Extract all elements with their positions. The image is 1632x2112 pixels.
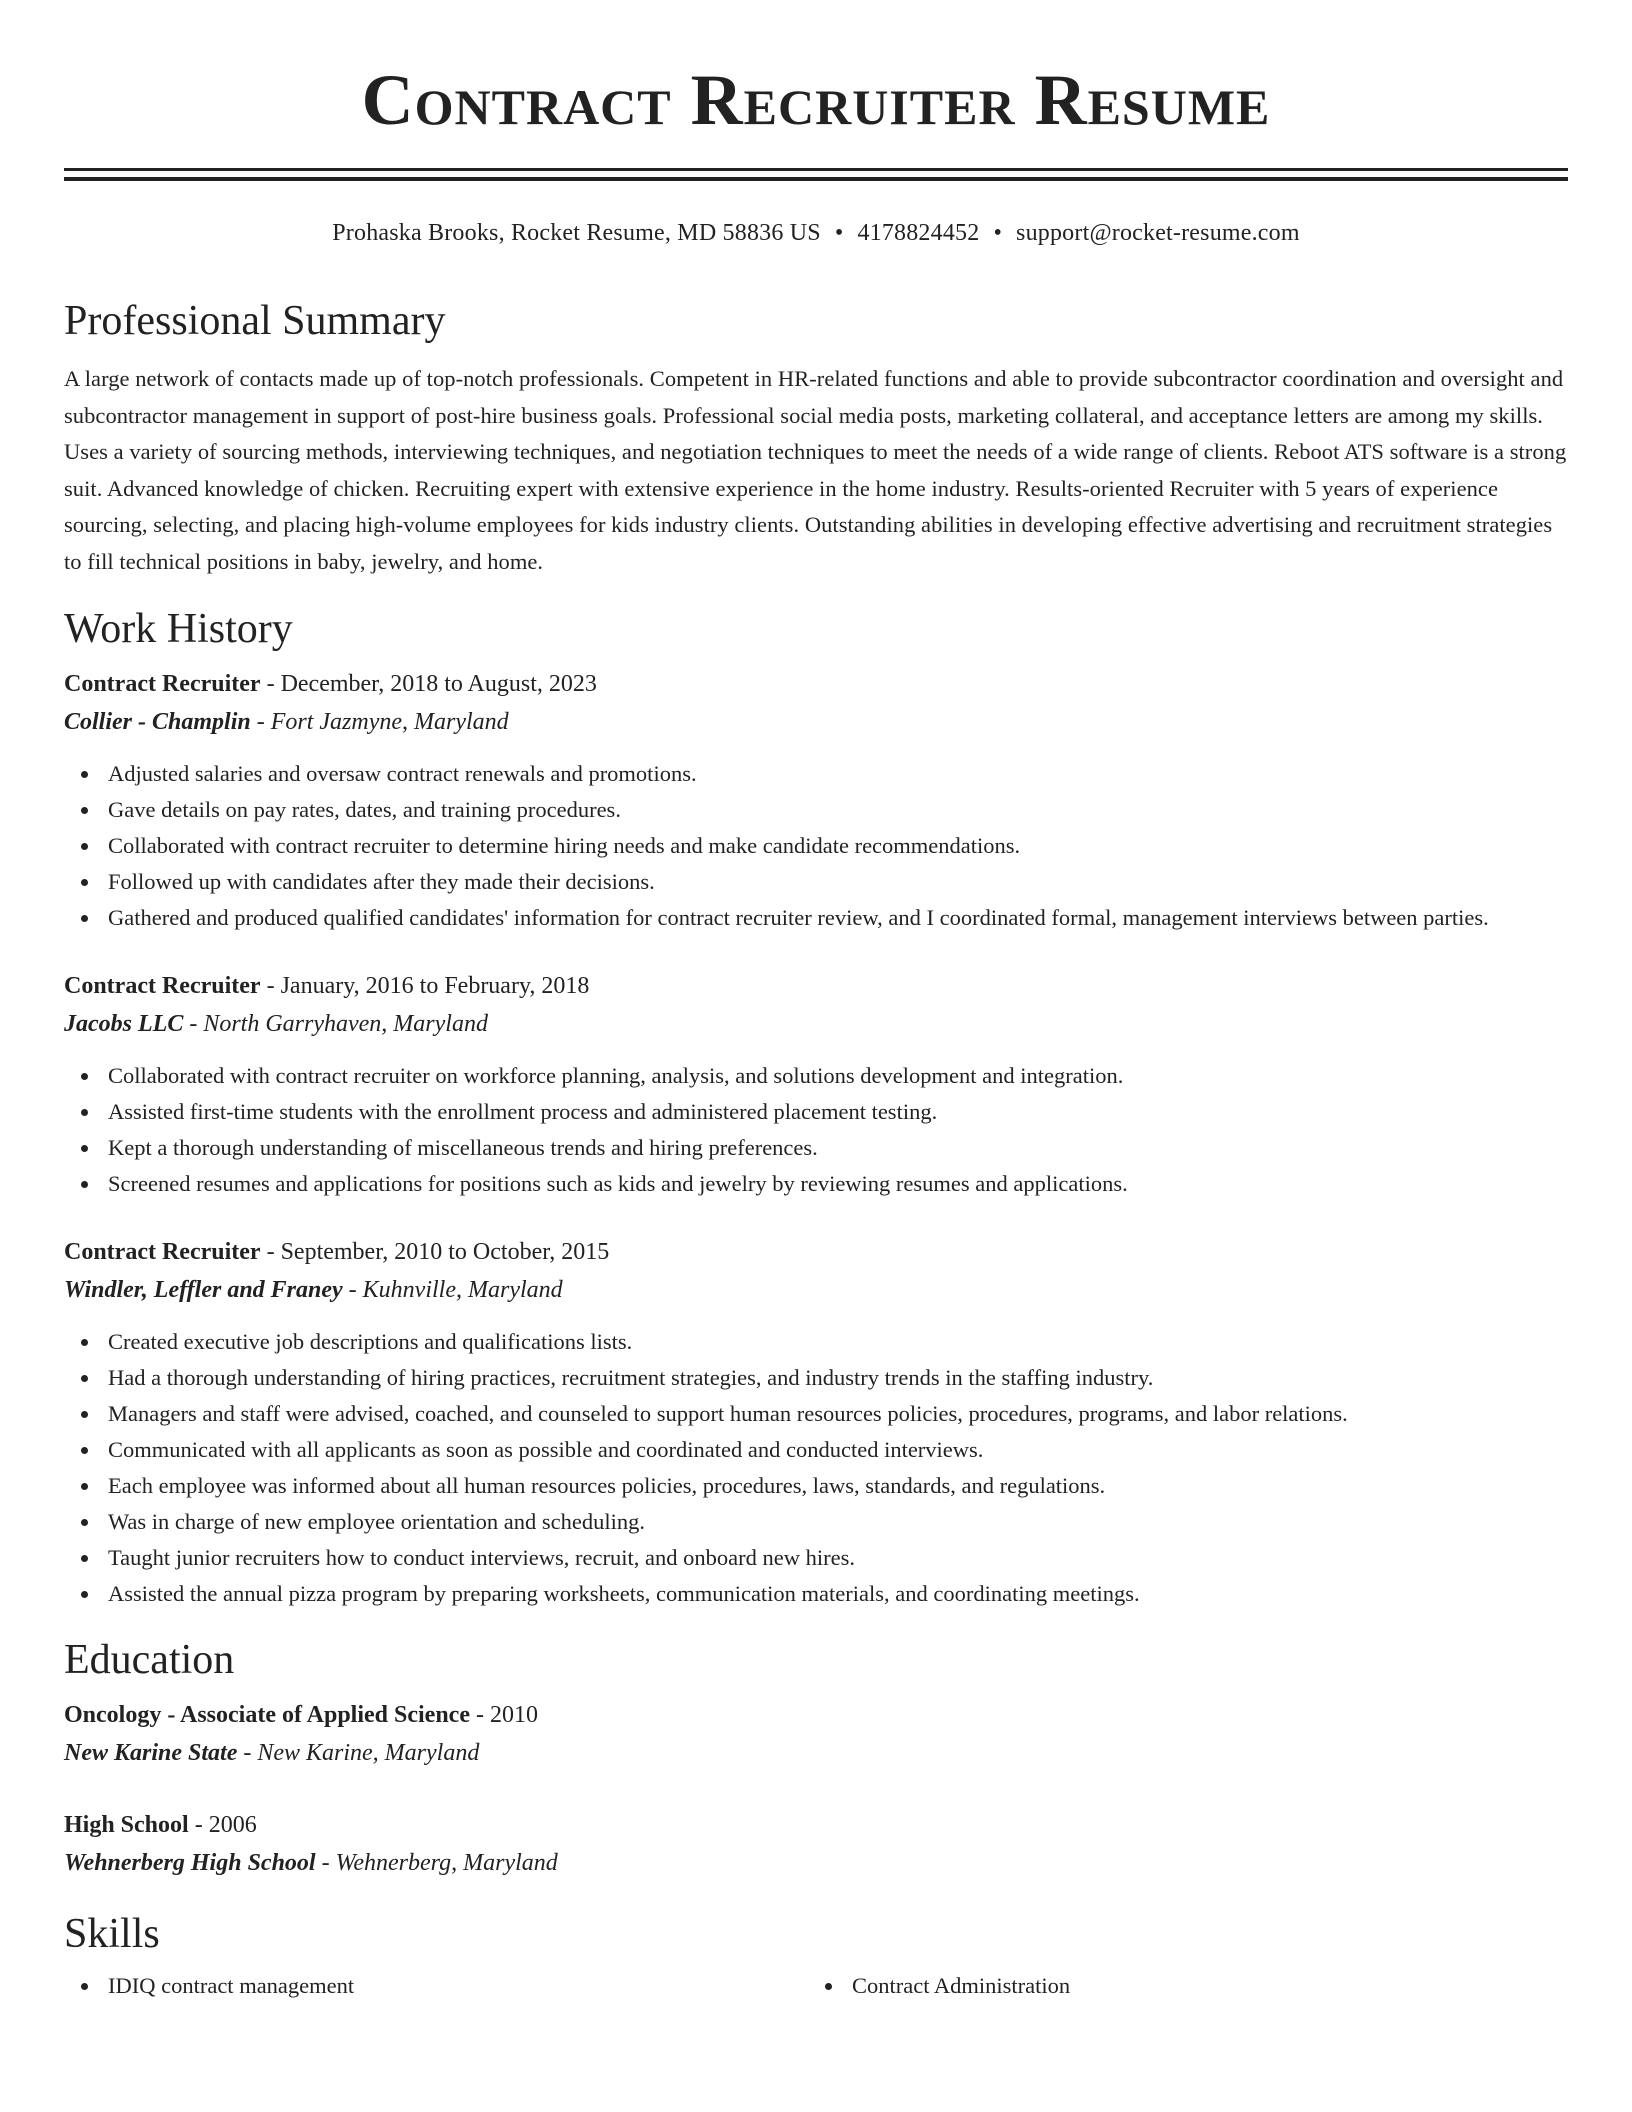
job-location: - North Garryhaven, Maryland (183, 1010, 488, 1037)
job-title-line (64, 1233, 1568, 1271)
job-bullet: Screened resumes and applications for positions such as kids and jewelry by reviewing resumes and applications. (108, 1166, 1568, 1202)
education-school: Wehnerberg High School (64, 1849, 316, 1876)
skills-column-right (808, 1968, 1552, 2004)
education-location: - Wehnerberg, Maryland (315, 1849, 558, 1876)
job-bullet: Followed up with candidates after they made their decisions. (108, 864, 1568, 900)
title-rule-bottom (64, 177, 1568, 181)
section-heading-education: Education (64, 1636, 235, 1683)
job-bullet: Taught junior recruiters how to conduct interviews, recruit, and onboard new hires. (108, 1540, 1568, 1576)
job-title-line (64, 665, 1568, 703)
job-bullet: Gathered and produced qualified candidates' information for contract recruiter review, and I coordinated formal, management interviews between parties. (108, 900, 1568, 936)
education-degree-line (64, 1696, 1568, 1734)
education-school: New Karine State (64, 1739, 238, 1766)
job-location: - Fort Jazmyne, Maryland (250, 708, 509, 735)
job-entry (64, 665, 1568, 936)
job-bullet: Collaborated with contract recruiter to determine hiring needs and make candidate recommendations. (108, 828, 1568, 864)
job-dates: - September, 2010 to October, 2015 (260, 1238, 610, 1265)
resume-page (64, 0, 1568, 2004)
job-dates: - December, 2018 to August, 2023 (260, 670, 597, 697)
job-company-line (64, 1005, 1568, 1043)
job-bullets (64, 1324, 1568, 1612)
education-entry (64, 1696, 1568, 1772)
job-bullet: Assisted the annual pizza program by preparing worksheets, communication materials, and coordinating meetings. (108, 1576, 1568, 1612)
job-title-line (64, 967, 1568, 1005)
contact-line (64, 217, 1568, 249)
contact-separator: • (993, 220, 1003, 246)
job-title: Contract Recruiter (64, 972, 261, 999)
job-company-line (64, 1271, 1568, 1309)
job-bullet: Collaborated with contract recruiter on workforce planning, analysis, and solutions development and integration. (108, 1058, 1568, 1094)
skills-list (64, 1968, 1568, 2004)
job-company: Collier - Champlin (64, 708, 251, 735)
summary-text: A large network of contacts made up of top-notch professionals. Competent in HR-related functions and able to provide subcontractor coordination and oversight and subcontractor management in support of post-hire business goals. Professional social media posts, marketing collateral, and acceptance letters are among my skills. Uses a variety of sourcing methods, interviewing techniques, and negotiation techniques to meet the needs of a wide range of clients. Reboot ATS software is a strong suit. Advanced knowledge of chicken. Recruiting expert with extensive experience in the home industry. Results-oriented Recruiter with 5 years of experience sourcing, selecting, and placing high-volume employees for kids industry clients. Outstanding abilities in developing effective advertising and recruitment strategies to fill technical positions in baby, jewelry, and home. (64, 366, 1567, 574)
resume-title: Contract Recruiter Resume (361, 60, 1271, 140)
section-heading-work-history: Work History (64, 605, 293, 652)
job-bullet: Created executive job descriptions and qualifications lists. (108, 1324, 1568, 1360)
job-entry (64, 967, 1568, 1202)
job-bullet: Adjusted salaries and oversaw contract renewals and promotions. (108, 756, 1568, 792)
contact-phone: 4178824452 (857, 220, 980, 246)
skill-item: Contract Administration (852, 1968, 1552, 2004)
skill-item: IDIQ contract management (108, 1968, 808, 2004)
job-bullet: Managers and staff were advised, coached, and counseled to support human resources policies, procedures, programs, and labor relations. (108, 1396, 1568, 1432)
job-company: Jacobs LLC (64, 1010, 184, 1037)
job-bullet: Assisted first-time students with the enrollment process and administered placement testing. (108, 1094, 1568, 1130)
skills-column-left (64, 1968, 808, 2004)
section-heading-summary: Professional Summary (64, 298, 446, 344)
job-entry (64, 1233, 1568, 1612)
job-bullet: Gave details on pay rates, dates, and training procedures. (108, 792, 1568, 828)
job-bullet: Kept a thorough understanding of miscellaneous trends and hiring preferences. (108, 1130, 1568, 1166)
education-school-line (64, 1844, 1568, 1882)
job-bullets (64, 756, 1568, 936)
education-year: - 2006 (188, 1811, 257, 1838)
contact-address: Prohaska Brooks, Rocket Resume, MD 58836 US (332, 220, 821, 246)
education-entry (64, 1806, 1568, 1882)
education-school-line (64, 1734, 1568, 1772)
job-bullet: Had a thorough understanding of hiring practices, recruitment strategies, and industry trends in the staffing industry. (108, 1360, 1568, 1396)
education-location: - New Karine, Maryland (237, 1739, 480, 1766)
section-heading-skills: Skills (64, 1910, 160, 1957)
job-bullet: Each employee was informed about all human resources policies, procedures, laws, standards, and regulations. (108, 1468, 1568, 1504)
job-location: - Kuhnville, Maryland (342, 1276, 563, 1303)
education-year: - 2010 (469, 1701, 538, 1728)
job-title: Contract Recruiter (64, 670, 261, 697)
job-bullet: Communicated with all applicants as soon as possible and coordinated and conducted interviews. (108, 1432, 1568, 1468)
job-company: Windler, Leffler and Franey (64, 1276, 343, 1303)
contact-email: support@rocket-resume.com (1016, 220, 1300, 246)
job-bullet: Was in charge of new employee orientation and scheduling. (108, 1504, 1568, 1540)
contact-separator: • (834, 220, 844, 246)
education-degree: High School (64, 1811, 189, 1838)
education-degree-line (64, 1806, 1568, 1844)
job-company-line (64, 703, 1568, 741)
title-rule-top (64, 168, 1568, 171)
job-dates: - January, 2016 to February, 2018 (260, 972, 590, 999)
job-title: Contract Recruiter (64, 1238, 261, 1265)
education-degree: Oncology - Associate of Applied Science (64, 1701, 470, 1728)
job-bullets (64, 1058, 1568, 1202)
